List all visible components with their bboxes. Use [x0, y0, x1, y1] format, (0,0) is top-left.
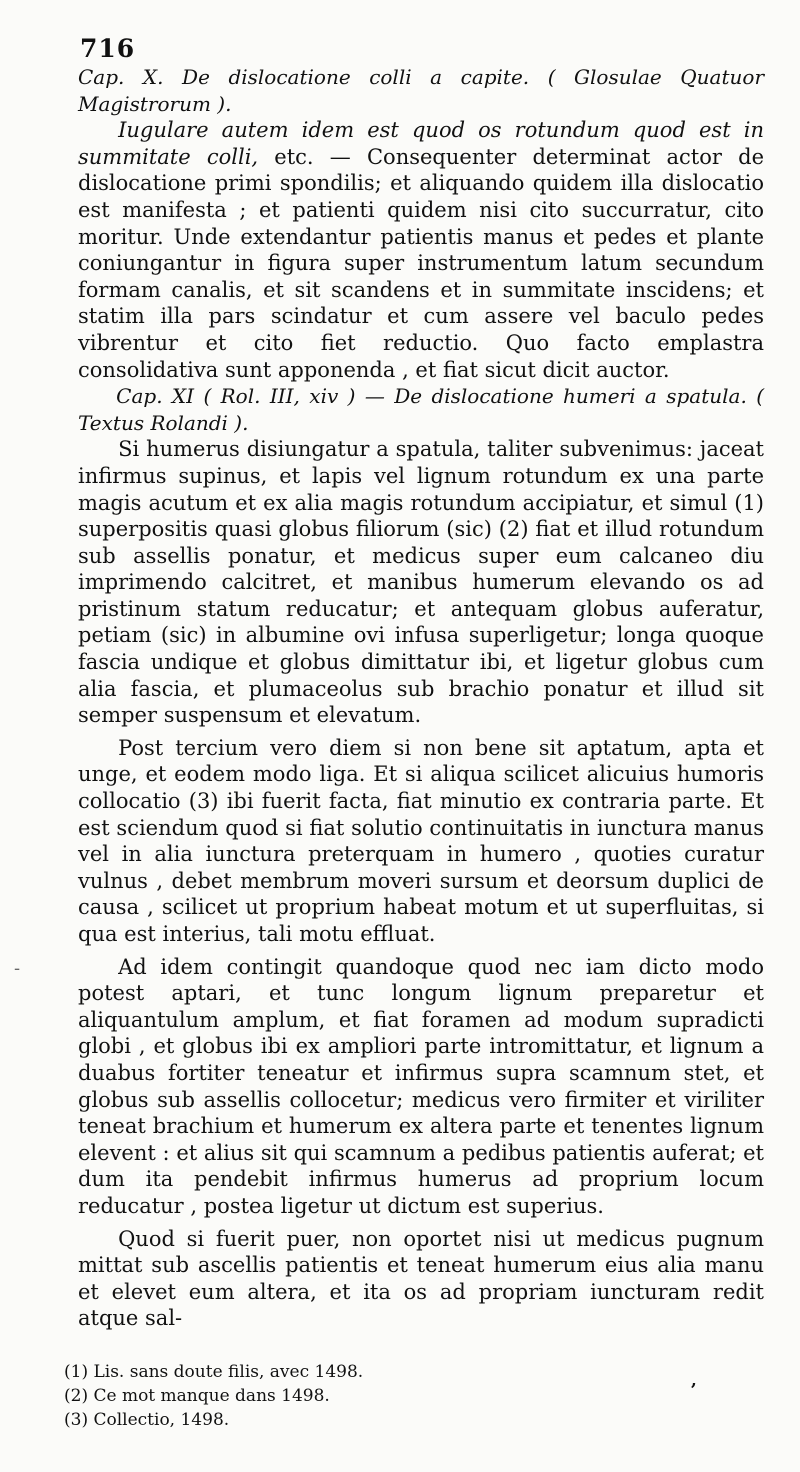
- footnotes: [64, 1360, 684, 1432]
- paragraph-2: Si humerus disiungatur a spatula, taliter subvenimus: jaceat infirmus supinus, et lapis vel lignum rotundum ex una parte magis acutum et ex alia magis rotundum accipiatur, et simul (1) superpositis quasi globus filiorum (sic) (2) fiat et illud rotundum sub assellis ponatur, et medicus super eum calcaneo diu imprimendo calcitret, et manibus humerum elevando os ad pristinum statum reducatur; et antequam globus auferatur, petiam (sic) in albumine ovi infusa superligetur; longa quoque fascia undique et globus dimittatur ibi, et ligetur globus cum alia fascia, et plumaceolus sub brachio ponatur et illud sit semper suspensum et elevatum.: [78, 437, 764, 728]
- body-text: [78, 64, 764, 1332]
- footnote-3: (3) Collectio, 1498.: [64, 1410, 230, 1430]
- gloss-text: etc. — Consequenter determinat actor de dislocatione primi spondilis; et aliquando quidem illa dislocatio est manifesta ; et patienti quidem nisi cito succurratur, cito moritur. Unde extendantur patientis manus et pedes et plante coniungantur in figura super instrumentum latum secundum formam canalis, et sit scandens et in summitate inscidens; et statim illa pars scindatur et cum assere vel baculo pedes vibrentur et cito fiet reductio. Quo facto emplastra consolidativa sunt apponenda , et fiat sicut dicit auctor.: [78, 144, 764, 382]
- margin-dash: -: [14, 958, 21, 979]
- footnote-1: (1) Lis. sans doute filis, avec 1498.: [64, 1362, 364, 1382]
- margin-mark: ʼ: [690, 1380, 697, 1401]
- gloss-lemma: Iugulare autem idem est quod os rotundum quod est in summitate colli,: [78, 118, 764, 169]
- page-number: 716: [80, 34, 136, 63]
- paragraph-3: Post tercium vero diem si non bene sit aptatum, apta et unge, et eodem modo liga. Et si aliqua scilicet alicuius humoris collocatio (3) ibi fuerit facta, fiat minutio ex contraria parte. Et est sciendum quod si fiat solutio continuitatis in iunctura manus vel in alia iunctura preterquam in humero , quoties curatur vulnus , debet membrum moveri sursum et deorsum duplici de causa , scilicet ut proprium habeat motum et ut superfluitas, si qua est interius, tali motu effluat.: [78, 735, 764, 946]
- chapter-heading-x: Cap. X. De dislocatione colli a capite. ( Glosulae Quatuor Magistrorum ).: [78, 65, 764, 116]
- paragraph-5: Quod si fuerit puer, non oportet nisi ut medicus pugnum mittat sub ascellis patientis et teneat humerum eius alia manu et elevet eum altera, et ita os ad propriam iuncturam redit atque sal-: [78, 1226, 764, 1331]
- chapter-heading-xi: Cap. XI ( Rol. III, xiv ) — De dislocatione humeri a spatula. ( Textus Rolandi ).: [78, 384, 764, 435]
- paragraph-4: Ad idem contingit quandoque quod nec iam dicto modo potest aptari, et tunc longum lignum preparetur et aliquantulum amplum, et fiat foramen ad modum supradicti globi , et globus ibi ex ampliori parte intromittatur, et lignum a duabus fortiter teneatur et infirmus supra scamnum stet, et globus sub assellis collocetur; medicus vero firmiter et viriliter teneat brachium et humerum ex altera parte et tenentes lignum elevent : et alius sit qui scamnum a pedibus patientis auferat; et dum ita pendebit infirmus humerus ad proprium locum reducatur , postea ligetur ut dictum est superius.: [78, 954, 764, 1218]
- footnote-2: (2) Ce mot manque dans 1498.: [64, 1386, 330, 1406]
- paragraph-gloss: [78, 117, 764, 383]
